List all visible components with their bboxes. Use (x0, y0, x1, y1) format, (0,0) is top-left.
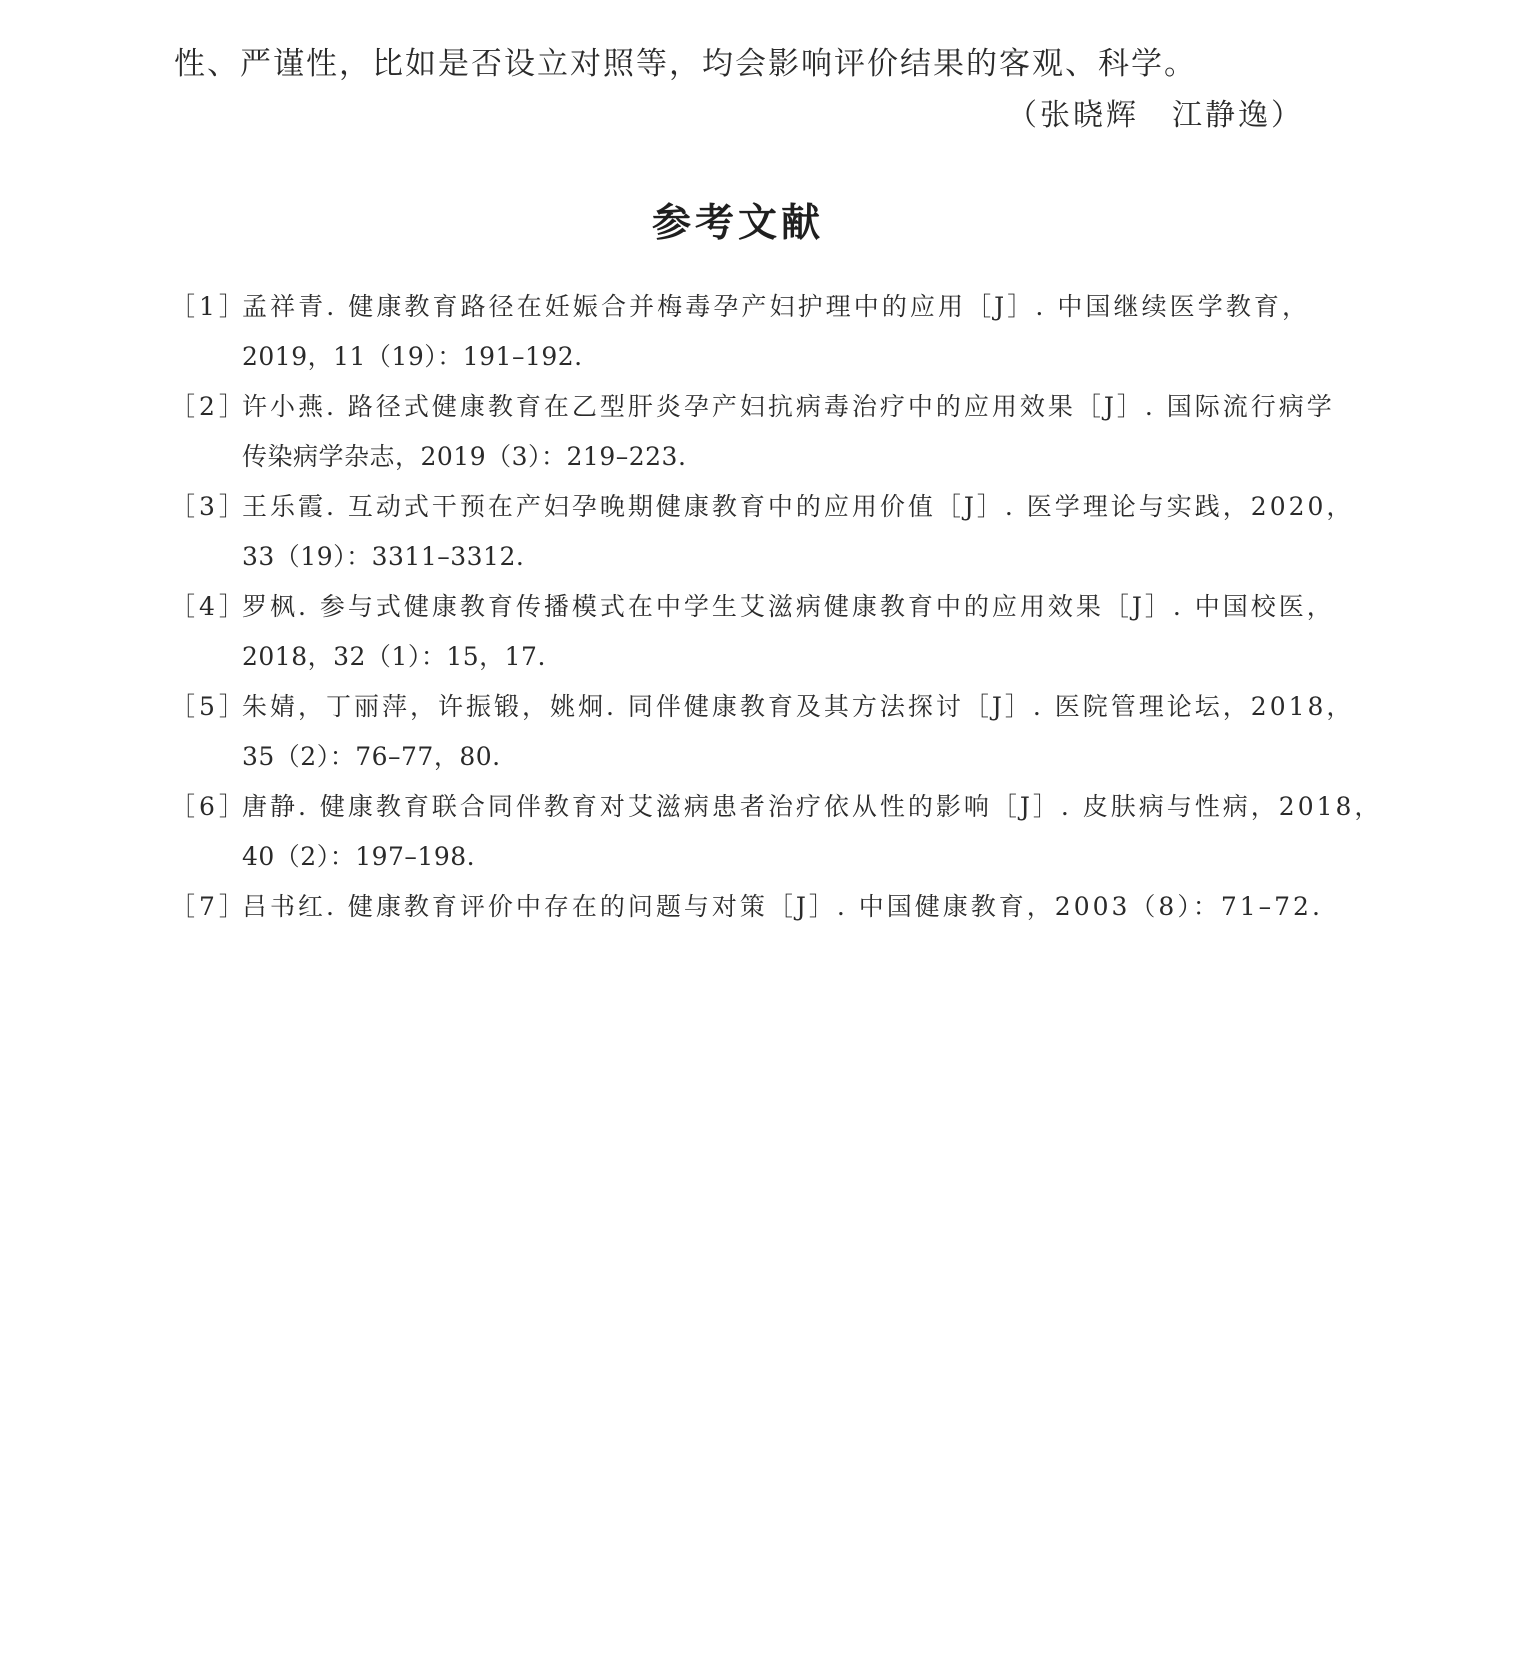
reference-number: ［1］ (170, 292, 248, 321)
reference-number: ［2］ (170, 392, 248, 421)
reference-text-continued: 35（2）：76–77，80. (242, 742, 501, 771)
reference-item (170, 690, 1355, 790)
reference-item (170, 790, 1383, 890)
references-heading: 参考文献 (651, 201, 824, 246)
reference-text: 吕书红. 健康教育评价中存在的问题与对策［J］. 中国健康教育，2003（8）：71–72. (242, 892, 1323, 921)
reference-number: ［4］ (170, 592, 248, 621)
reference-list (170, 290, 1383, 940)
reference-number: ［6］ (170, 792, 248, 821)
reference-number: ［3］ (170, 492, 248, 521)
reference-text-continued: 传染病学杂志，2019（3）：219–223. (242, 442, 687, 471)
author-attribution: （张晓辉 江静逸） (1007, 98, 1304, 133)
reference-text: 朱婧，丁丽萍，许振锻，姚炯. 同伴健康教育及其方法探讨［J］. 医院管理论坛，2018， (242, 692, 1355, 721)
reference-text-continued: 2019，11（19）：191–192. (242, 342, 583, 371)
reference-item (170, 490, 1355, 590)
reference-text: 罗枫. 参与式健康教育传播模式在中学生艾滋病健康教育中的应用效果［J］. 中国校医， (242, 592, 1335, 621)
reference-item (170, 590, 1335, 690)
reference-text: 唐静. 健康教育联合同伴教育对艾滋病患者治疗依从性的影响［J］. 皮肤病与性病，2018， (242, 792, 1383, 821)
reference-item (170, 890, 1323, 940)
reference-text-continued: 2018，32（1）：15，17. (242, 642, 546, 671)
reference-text: 王乐霞. 互动式干预在产妇孕晚期健康教育中的应用价值［J］. 医学理论与实践，2020， (242, 492, 1355, 521)
reference-number: ［7］ (170, 892, 248, 921)
body-paragraph-line: 性、严谨性，比如是否设立对照等，均会影响评价结果的客观、科学。 (174, 46, 1197, 82)
reference-text: 许小燕. 路径式健康教育在乙型肝炎孕产妇抗病毒治疗中的应用效果［J］. 国际流行病学 (242, 392, 1335, 421)
reference-number: ［5］ (170, 692, 248, 721)
reference-item (170, 390, 1335, 490)
reference-text: 孟祥青. 健康教育路径在妊娠合并梅毒孕产妇护理中的应用［J］. 中国继续医学教育， (242, 292, 1310, 321)
reference-text-continued: 40（2）：197–198. (242, 842, 476, 871)
reference-text-continued: 33（19）：3311–3312. (242, 542, 525, 571)
reference-item (170, 290, 1310, 390)
